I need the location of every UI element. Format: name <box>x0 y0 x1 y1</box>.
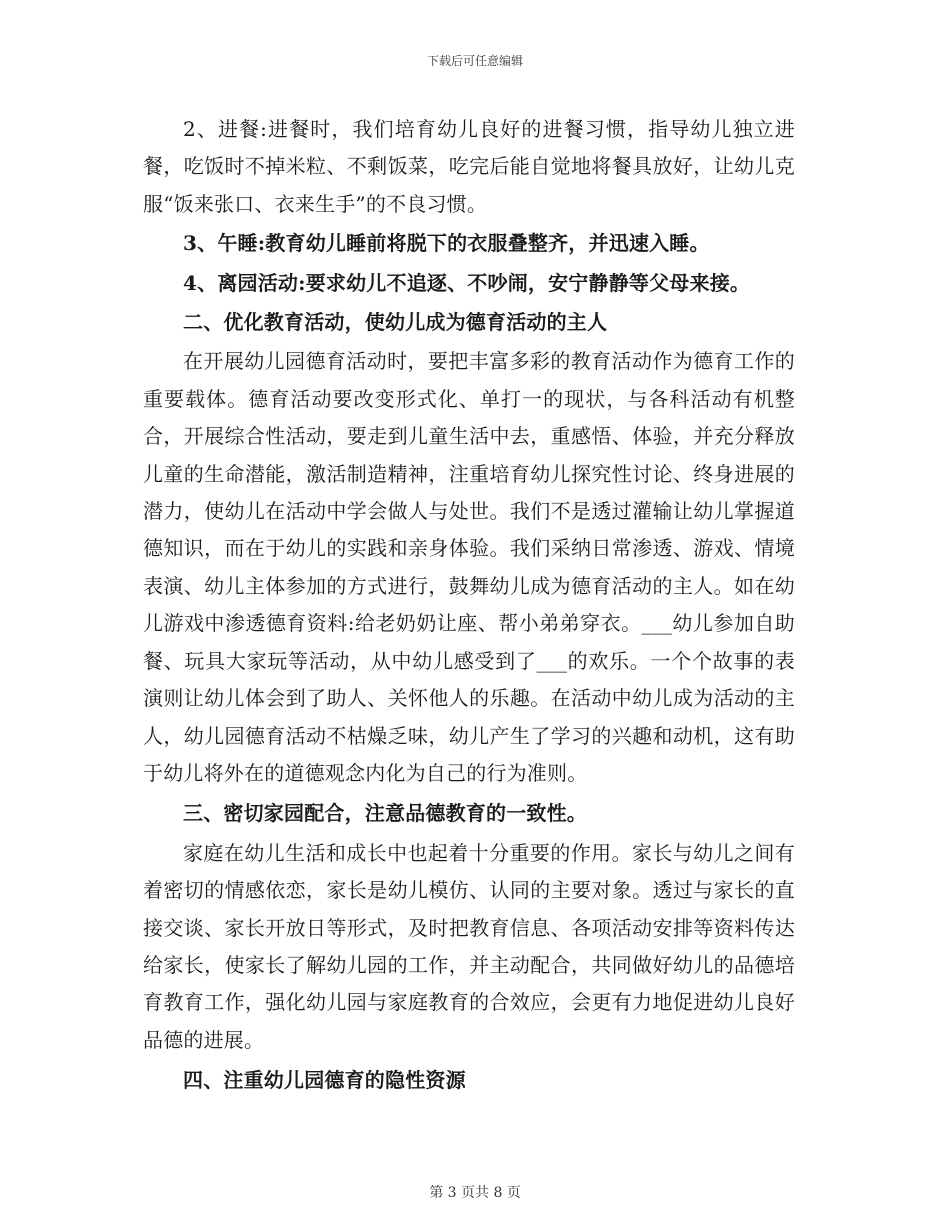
page-footer: 第 3 页共 8 页 <box>429 1185 521 1201</box>
section-heading-2: 二、优化教育活动，使幼儿成为德育活动的主人 <box>183 310 608 335</box>
section-heading-4: 四、注重幼儿园德育的隐性资源 <box>183 1068 466 1093</box>
document-body <box>143 111 795 1100</box>
paragraph-nap: 3、午睡:教育幼儿睡前将脱下的衣服叠整齐，并迅速入睡。 <box>183 231 710 256</box>
paragraph-home-school: 家庭在幼儿生活和成长中也起着十分重要的作用。家长与幼儿之间有着密切的情感依恋，家长是幼儿模仿、认同的主要对象。透过与家长的直接交谈、家长开放日等形式，及时把教育信息、各项活动安排等资料传达给家长，使家长了解幼儿园的工作，并主动配合，共同做好幼儿的品德培育教育工作，强化幼儿园与家庭教育的合效应，会更有力地促进幼儿良好品德的进展。 <box>143 840 795 1052</box>
paragraph-education-activities: 在开展幼儿园德育活动时，要把丰富多彩的教育活动作为德育工作的重要载体。德育活动要改变形式化、单打一的现状，与各科活动有机整合，开展综合性活动，要走到儿童生活中去，重感悟、体验，并充分释放儿童的生命潜能，激活制造精神，注重培育幼儿探究性讨论、终身进展的潜力，使幼儿在活动中学会做人与处世。我们不是透过灌输让幼儿掌握道德知识，而在于幼儿的实践和亲身体验。我们采纳日常渗透、游戏、情境表演、幼儿主体参加的方式进行，鼓舞幼儿成为德育活动的主人。如在幼儿游戏中渗透德育资料:给老奶奶让座、帮小弟弟穿衣。___幼儿参加自助餐、玩具大家玩等活动，从中幼儿感受到了___的欢乐。一个个故事的表演则让幼儿体会到了助人、关怀他人的乐趣。在活动中幼儿成为活动的主人，幼儿园德育活动不枯燥乏味，幼儿产生了学习的兴趣和动机，这有助于幼儿将外在的道德观念内化为自己的行为准则。 <box>143 349 795 785</box>
page-header: 下载后可任意编辑 <box>426 54 523 68</box>
section-heading-3: 三、密切家园配合，注意品德教育的一致性。 <box>183 801 587 826</box>
paragraph-meal: 2、进餐:进餐时，我们培育幼儿良好的进餐习惯，指导幼儿独立进餐，吃饭时不掉米粒、不剩饭菜，吃完后能自觉地将餐具放好，让幼儿克服“饭来张口、衣来生手”的不良习惯。 <box>143 117 795 216</box>
paragraph-leaving: 4、离园活动:要求幼儿不追逐、不吵闹，安宁静静等父母来接。 <box>183 270 751 295</box>
